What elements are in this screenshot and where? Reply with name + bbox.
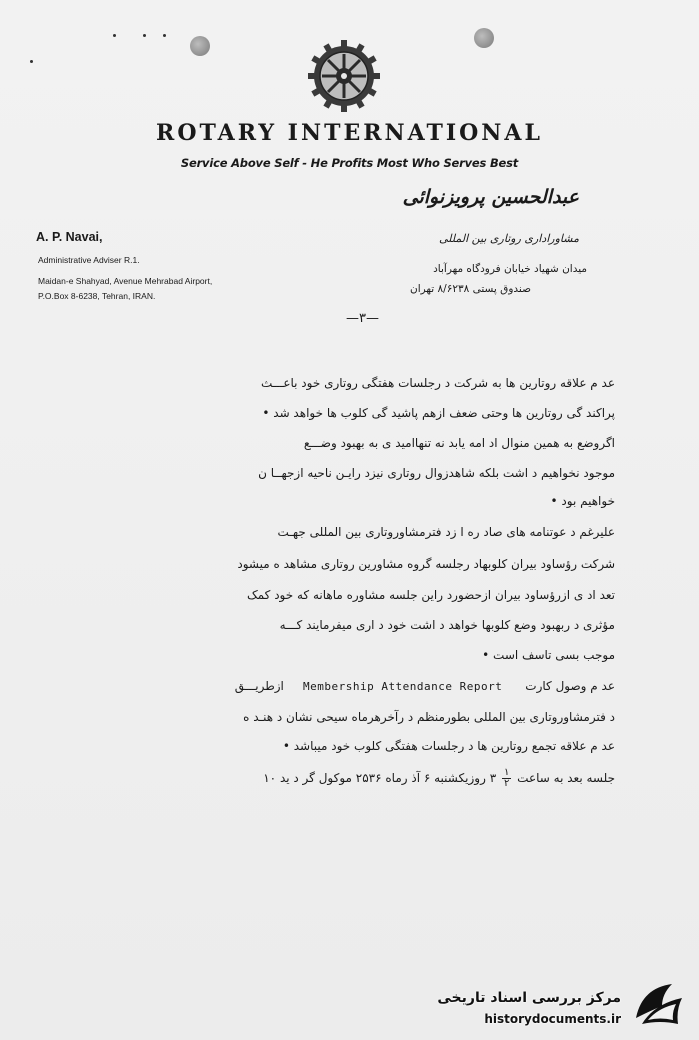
report-line	[235, 679, 615, 693]
body-line: د فترمشاوروتاری بین المللی بطورمنظم د رآخرهرماه سیحی نشان د هنـد ه	[243, 710, 615, 724]
sender-address-line1-en: Maidan-e Shahyad, Avenue Mehrabad Airport,	[38, 276, 213, 286]
speck	[113, 34, 116, 37]
page-number: —۳—	[346, 311, 379, 326]
speck	[163, 34, 166, 37]
archive-logo-icon	[632, 980, 688, 1030]
punch-hole-left	[190, 36, 210, 56]
body-line: عد م علاقه روتارین ها به شرکت د رجلسات هفتگی روتاری خود باعـــث	[261, 376, 615, 390]
sender-name-fa: عبدالحسین پرویزنوائی	[402, 186, 579, 208]
fraction-denominator: ۲	[503, 778, 510, 789]
body-line: شرکت رو‌ٔساود بیران کلوبهاد رجلسه گروه مشاورین روتاری مشاهد ه میشود	[237, 557, 615, 571]
organization-name: ROTARY INTERNATIONAL	[156, 120, 543, 146]
time-fraction	[502, 768, 511, 789]
speck	[143, 34, 146, 37]
body-line: اگروضع به همین منوال اد امه یابد نه تنهاامید ی به بهبود وضـــع	[303, 436, 615, 450]
body-line: مو‌ٔثری د ربهبود وضع کلوبها خواهد د اشت خود د اری میفرمایند کـــه	[279, 618, 615, 632]
meeting-line-start: جلسه بعد به ساعت	[517, 771, 615, 785]
sender-address-line2-fa: صندوق پستی ۸/۶۲۳۸ تهران	[410, 283, 531, 295]
fraction-numerator: ۱	[503, 767, 510, 778]
body-line: موجود نخواهیم د اشت بلکه شاهدزوال روتاری نیزد رایـن ناحیه ازجهــا ن	[258, 466, 615, 480]
meeting-line-end: ۳ روزیکشنبه ۶ آذ رماه ۲۵۳۶ موکول گر د ید ۱۰	[263, 771, 497, 785]
sender-address-line1-fa: میدان شهیاد خیابان فرودگاه مهرآباد	[433, 263, 587, 275]
organization-motto: Service Above Self - He Profits Most Who Serves Best	[180, 156, 519, 170]
body-line: عد م علاقه تجمع روتارین ها د رجلسات هفتگی کلوب خود میباشد •	[282, 739, 615, 753]
report-line-suffix: ازطریـــق	[234, 679, 284, 693]
body-line: خواهیم بود •	[550, 494, 615, 508]
watermark-title: مرکز بررسی اسناد تاریخی	[437, 990, 621, 1006]
watermark-url: historydocuments.ir	[484, 1012, 621, 1026]
meeting-line	[263, 768, 615, 789]
sender-name-en: A. P. Navai,	[36, 230, 103, 244]
speck	[30, 60, 33, 63]
body-line: علیرغم د عوتنامه های صاد ره ا زد فترمشاوروتاری بین المللی جهـت	[277, 525, 615, 539]
sender-title-fa: مشاوراداری روتاری بین المللی	[438, 232, 579, 245]
report-title-en: Membership Attendance Report	[302, 680, 503, 693]
report-line-prefix: عد م وصول کارت	[525, 679, 615, 693]
body-line: موجب بسی تاسف است •	[482, 648, 615, 662]
sender-title-en: Administrative Adviser R.1.	[38, 255, 140, 265]
rotary-wheel-logo	[306, 38, 382, 114]
body-line: تعد اد ی ازرو‌ٔساود بیران ازحضورد راین جلسه مشاوره ماهانه که خود کمک	[247, 588, 615, 602]
punch-hole-right	[474, 28, 494, 48]
body-line: پراکند گی روتارین ها وحتی ضعف ازهم پاشید گی کلوب ها خواهد شد •	[262, 406, 615, 420]
sender-address-line2-en: P.O.Box 8-6238, Tehran, IRAN.	[38, 291, 156, 301]
